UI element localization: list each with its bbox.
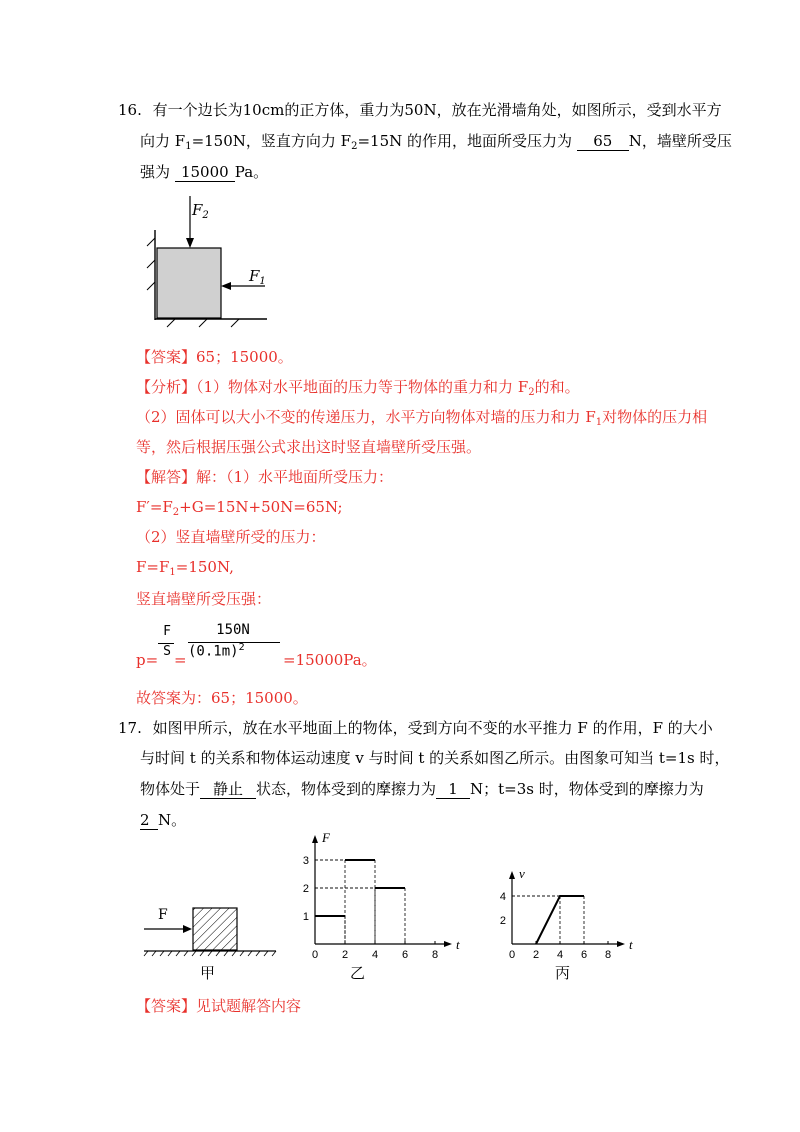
y-tick-label: 2 [302, 883, 309, 895]
q17-jia-force-label: F [158, 907, 168, 923]
y-axis-arrow [509, 871, 515, 879]
f2-sub: 2 [202, 210, 209, 221]
analysis-1b: 的和。 [534, 378, 580, 396]
q16-text-2c: =15N 的作用，地面所受压力为 [357, 132, 573, 150]
q17-text-3a: 物体处于 [140, 780, 201, 798]
q16-text-2b: =150N，竖直方向力 F [191, 132, 352, 150]
q16-final-answer: 故答案为：65；15000。 [136, 689, 308, 707]
q16-answer: 【答案】65；15000。 [136, 348, 293, 366]
q16-text-2a: 向力 F [140, 132, 186, 150]
formula-eq: = [174, 651, 187, 669]
sol-4b: =150N, [175, 558, 234, 576]
q17-chart-yi-caption: 乙 [350, 964, 366, 982]
x-axis-arrow [444, 941, 452, 947]
analysis-2-sub: 1 [595, 417, 603, 428]
q16-solution-5: 竖直墙壁所受压强： [136, 590, 272, 608]
q16-answer-blank-2: 15000 [175, 164, 235, 182]
q17-line-3 [140, 779, 704, 799]
q16-line-2 [140, 131, 732, 157]
q17-jia-caption: 甲 [200, 964, 216, 982]
x-axis-label: t [456, 937, 460, 952]
sol-2a: F′=F [136, 498, 173, 516]
q16-text-3b: Pa。 [234, 163, 269, 181]
q16-solution-4 [136, 557, 234, 583]
solution-text-1: 解：（1）水平地面所受压力： [196, 468, 394, 486]
x-tick-label: 2 [341, 949, 349, 961]
analysis-2a: （2）固体可以大小不变的传递压力，水平方向物体对墙的压力和力 F [136, 408, 596, 426]
sol-4-sub: 1 [169, 567, 176, 578]
f1-letter: F [249, 267, 260, 285]
q16-pressure-formula [136, 620, 436, 680]
y-tick-label: 2 [499, 915, 506, 927]
cube [157, 248, 221, 318]
q16-solution-3: （2）竖直墙壁所受的压力： [136, 528, 326, 546]
q17-number: 17. [118, 719, 142, 737]
y-tick-label: 1 [302, 911, 309, 923]
x-tick-label: 4 [556, 949, 564, 961]
q16-line-3 [140, 162, 268, 182]
q16-solution-2 [136, 497, 343, 523]
q16-fig-f2-label [192, 200, 209, 226]
y-axis-label: v [519, 866, 525, 881]
q16-sub-1: 1 [185, 141, 192, 152]
x-tick-label: 8 [431, 949, 439, 961]
y-tick-label: 3 [302, 855, 309, 867]
sol-4a: F=F [136, 558, 170, 576]
q17-chart-yi [298, 830, 473, 985]
q17-text-1: 如图甲所示，放在水平地面上的物体，受到方向不变的水平推力 F 的作用，F 的大小 [152, 719, 713, 737]
hatched-block [193, 908, 237, 950]
f1-sub: 1 [259, 276, 266, 287]
q16-answer-blank-1: 65 [577, 133, 629, 151]
q16-line-1 [118, 100, 722, 120]
analysis-1-sub: 2 [528, 387, 535, 398]
frac2-numerator: 150N [216, 622, 250, 638]
sol-2b: +G=15N+50N=65N; [179, 498, 343, 516]
q17-line-2: 与时间 t 的关系和物体运动速度 v 与时间 t 的关系如图乙所示。由图象可知当 t=1s 时， [140, 749, 730, 767]
x-tick-label: 2 [532, 949, 540, 961]
q16-text-2d: N，墙壁所受压 [628, 132, 732, 150]
q16-text-3a: 强为 [140, 163, 171, 181]
analysis-1a: 【分析】（1）物体对水平地面的压力等于物体的重力和力 F [136, 378, 529, 396]
x-axis-arrow [617, 941, 625, 947]
q17-answer-blank-1: 静止 [200, 781, 256, 799]
q17-answer: 【答案】见试题解答内容 [136, 997, 302, 1015]
y-axis-label: F [322, 830, 330, 845]
solution-label: 【解答】 [136, 468, 197, 486]
x-axis-label: t [629, 937, 633, 952]
x-tick-label: 6 [580, 949, 588, 961]
sol-2-sub: 2 [172, 507, 180, 518]
x-tick-label: 0 [508, 949, 516, 961]
q17-text-4b: N。 [158, 811, 187, 829]
frac1-numerator: F [163, 624, 171, 639]
q16-number: 16. [118, 101, 142, 119]
formula-p: p= [136, 651, 159, 669]
analysis-2b: 对物体的压力相 [602, 408, 708, 426]
frac2-denominator [188, 642, 245, 660]
frac1-denominator: S [163, 644, 171, 659]
q16-analysis-3: 等，然后根据压强公式求出这时竖直墙壁所受压强。 [136, 438, 482, 456]
f2-letter: F [192, 201, 203, 219]
frac2-den-base: (0.1m) [188, 643, 239, 660]
x-tick-label: 4 [371, 949, 379, 961]
q16-sub-2: 2 [351, 141, 358, 152]
q16-text-1: 有一个边长为10cm的正方体，重力为50N，放在光滑墙角处，如图所示，受到水平方 [152, 101, 722, 119]
q17-text-3b: 状态，物体受到的摩擦力为 [256, 780, 437, 798]
q16-solution-1 [136, 467, 393, 487]
q17-answer-blank-3: 2 [140, 812, 158, 830]
q17-line-1 [118, 718, 713, 738]
q16-fig-f1-label [249, 266, 266, 292]
y-axis-arrow [312, 835, 318, 843]
q16-analysis-1 [136, 377, 580, 403]
x-tick-label: 6 [401, 949, 409, 961]
q17-chart-bing-caption: 丙 [555, 964, 571, 982]
q16-analysis-2 [136, 407, 707, 433]
y-tick-label: 4 [499, 891, 506, 903]
frac2-den-exp: 2 [238, 642, 245, 653]
x-tick-label: 0 [311, 949, 319, 961]
q17-line-4 [140, 810, 186, 830]
formula-result: =15000Pa。 [283, 651, 377, 669]
x-tick-label: 8 [604, 949, 612, 961]
q17-answer-blank-2: 1 [436, 781, 470, 799]
q17-text-3c: N；t=3s 时，物体受到的摩擦力为 [470, 780, 704, 798]
